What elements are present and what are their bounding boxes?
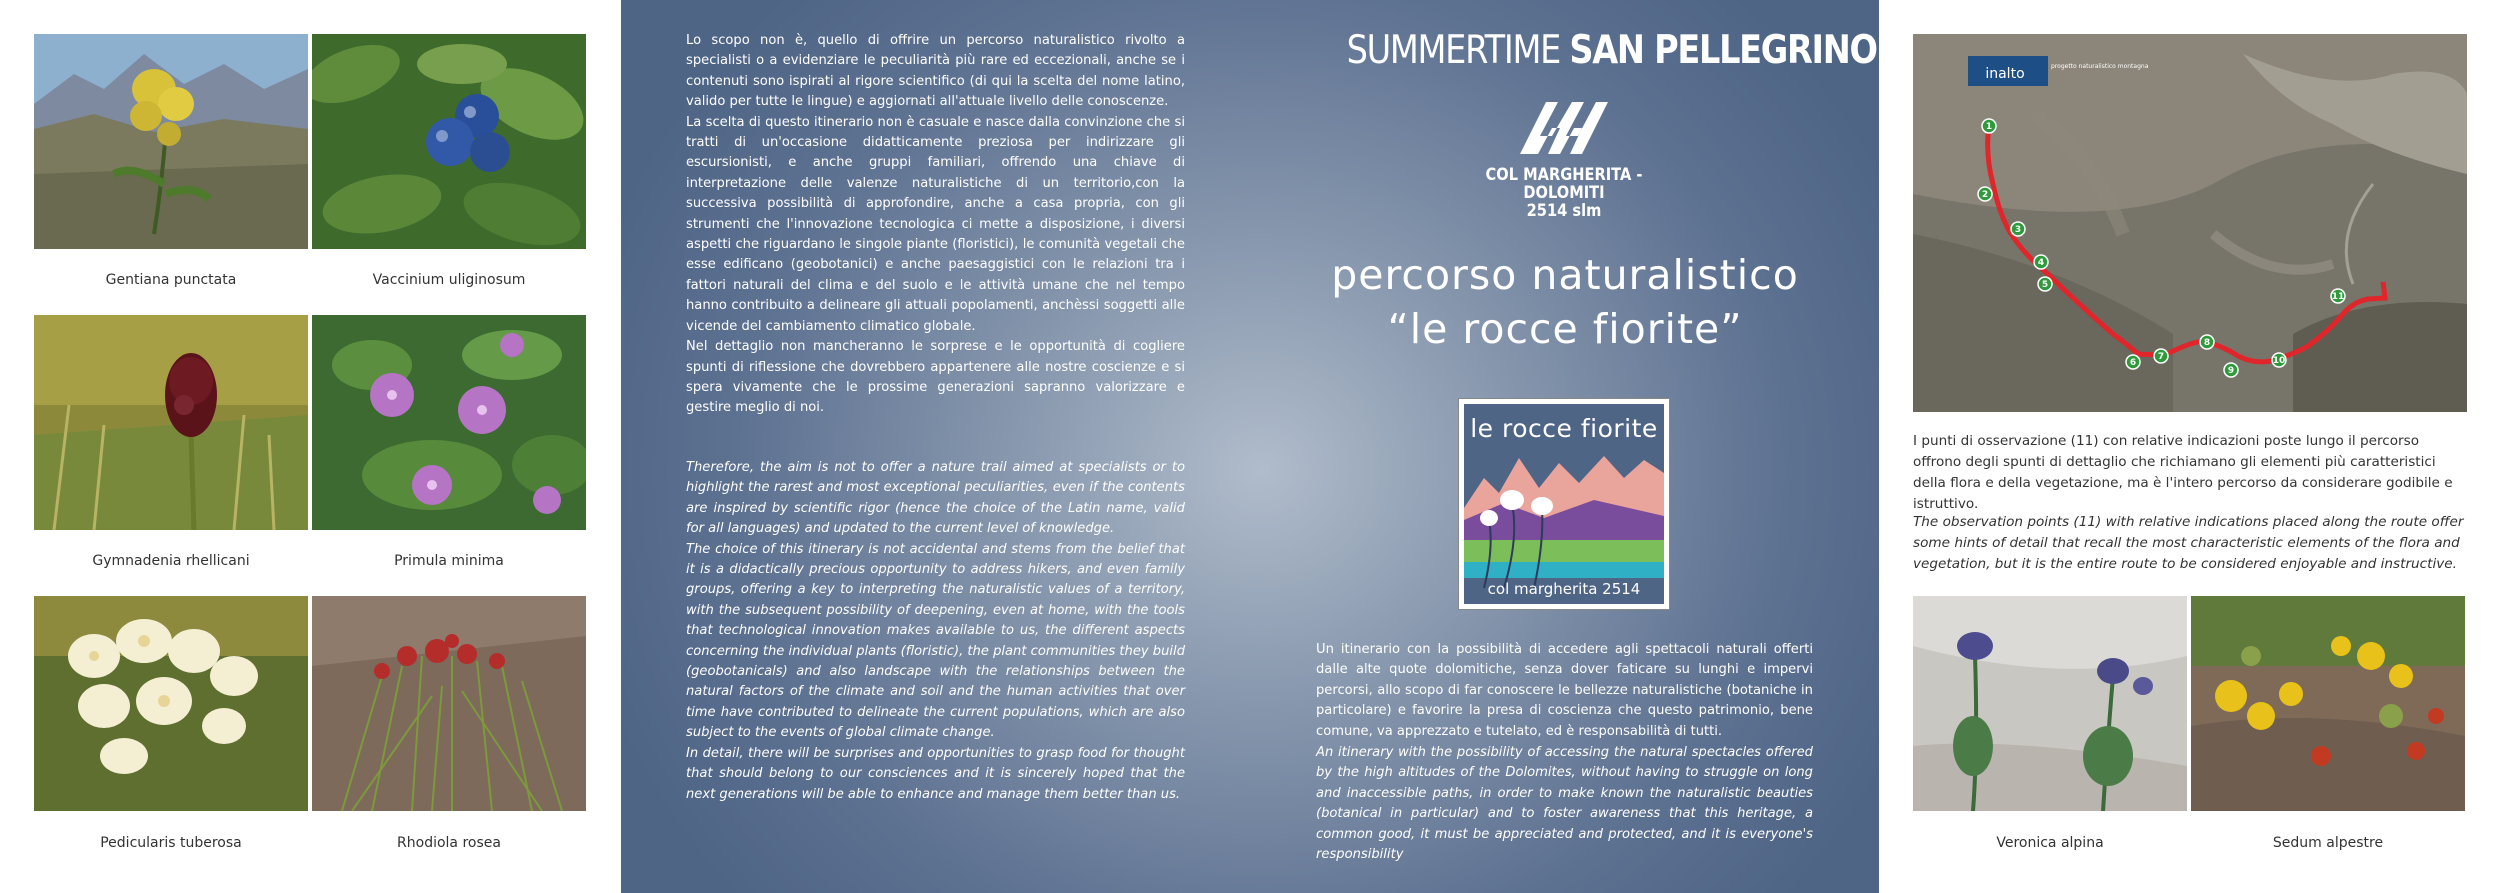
- map-point-3: [2011, 222, 2025, 236]
- svg-text:2: 2: [1981, 190, 1989, 200]
- photo-gentiana-punctata: [34, 34, 308, 249]
- svg-text:6: 6: [2129, 358, 2137, 368]
- photo-primula-minima: [312, 315, 586, 530]
- intro-text-italian: [686, 31, 1185, 419]
- photo-veronica-alpina: [1913, 596, 2187, 811]
- cover-text-italian: Un itinerario con la possibilità di accedere agli spettacoli naturali offerti dalle alte quote dolomitiche, senza dover faticare su lunghi e impervi percorsi, allo scopo di far conoscere le bellezze naturalistiche (botaniche in particolare) e favorire la presa di coscienza che questo patrimonio, bene comune, va apprezzato e tutelato, ed è responsabilità di tutti.: [1316, 642, 1813, 739]
- map-point-10: [2272, 353, 2286, 367]
- trail-title: [1300, 248, 1830, 356]
- trail-title-line-1: percorso naturalistico: [1331, 251, 1799, 299]
- intro-english-paragraph-3: In detail, there will be surprises and opportunities to grasp food for thought that should belong to our consciences and it is sincerely hoped that the next generations will be able to enhance and manage them better than us.: [686, 745, 1185, 802]
- badge-title: le rocce fiorite: [1470, 414, 1658, 443]
- photo-gymnadenia-rhellicani: [34, 315, 308, 530]
- map-point-8: [2200, 335, 2214, 349]
- intro-text-english: [686, 458, 1185, 805]
- col-margherita-logo-icon: [1516, 96, 1612, 156]
- map-point-11: [2331, 289, 2345, 303]
- logo-subtitle-line-1: COL MARGHERITA - DOLOMITI: [1485, 165, 1643, 203]
- intro-english-paragraph-1: Therefore, the aim is not to offer a nature trail aimed at specialists or to highlight the rarest and most exceptional peculiarities, even if the contents are inspired by scientific rigor (hence the choice of the Latin name, valid for all languages) and updated to the current level of knowledge.: [686, 460, 1185, 537]
- photo-pedicularis-tuberosa: [34, 596, 308, 811]
- badge-artwork: [1464, 404, 1664, 604]
- map-point-7: [2154, 349, 2168, 363]
- intro-italian-paragraph-1: Lo scopo non è, quello di offrire un percorso naturalistico rivolto a specialisti o a evidenziare le peculiarità più rare ed eccezionali, anche se i contenuti sono ispirati al rigore scientifico (di qui la scelta del nome latino, valido per tutte le lingue) e aggiornati all'attuale livello delle conoscenze.: [686, 33, 1185, 110]
- svg-text:3: 3: [2014, 225, 2022, 235]
- caption-vaccinium-uliginosum: Vaccinium uliginosum: [372, 272, 526, 288]
- map-point-6: [2126, 355, 2140, 369]
- trail-title-line-2: “le rocce fiorite”: [1387, 305, 1743, 353]
- photo-sedum-alpestre: [2191, 596, 2465, 811]
- map-logo: inalto: [1985, 66, 2025, 82]
- intro-italian-paragraph-2: La scelta di questo itinerario non è casuale e nasce dalla convinzione che si tratti di un'occasione didatticamente preziosa per indirizzare gli escursionisti, e anche gruppi familiari, offrendo una chiave di interpretazione delle valenze naturalistiche di un territorio,con la successiva possibilità di approfondire, anche a casa propria, con gli strumenti che l'innovazione tecnologica ci mette a disposizione, i diversi aspetti che riguardano le singole piante (floristici), le comunità vegetali che esse edificano (geobotanici) e anche paesaggistici con le relazioni tra i fattori naturali del clima e del suolo e le attività umane che nel tempo hanno contribuito a delineare gli attuali popolamenti, anchèssi soggetti alle vicende del cambiamento climatico globale.: [686, 114, 1185, 334]
- badge-landscape-illustration: [1464, 448, 1664, 588]
- caption-sedum-alpestre: Sedum alpestre: [2272, 835, 2384, 851]
- map-point-1: [1982, 119, 1996, 133]
- caption-primula-minima: Primula minima: [394, 553, 504, 569]
- svg-text:1: 1: [1985, 122, 1993, 132]
- badge-footer: col margherita 2514: [1487, 580, 1641, 598]
- map-logo-subtitle: progetto naturalistico montagna: [2051, 63, 2149, 70]
- map-point-5: [2038, 277, 2052, 291]
- map-point-4: [2034, 255, 2048, 269]
- svg-text:11: 11: [2331, 292, 2345, 302]
- cover-title: [1346, 28, 1877, 73]
- svg-text:10: 10: [2272, 356, 2286, 366]
- map-point-2: [1978, 187, 1992, 201]
- svg-text:4: 4: [2037, 258, 2045, 268]
- svg-text:8: 8: [2203, 338, 2211, 348]
- caption-pedicularis-tuberosa: Pedicularis tuberosa: [100, 835, 242, 851]
- photo-vaccinium-uliginosum: [312, 34, 586, 249]
- logo-subtitle-line-2: 2514 slm: [1526, 201, 1602, 221]
- map-point-9: [2224, 363, 2238, 377]
- caption-rhodiola-rosea: Rhodiola rosea: [397, 835, 501, 851]
- caption-gymnadenia-rhellicani: Gymnadenia rhellicani: [92, 553, 250, 569]
- observation-points-text-italian: I punti di osservazione (11) con relative indicazioni poste lungo il percorso offrono degli spunti di dettaglio che richiamano gli elementi più caratteristici della flora e della vegetazione, ma è l'intero percorso da considerare godibile e istruttivo.: [1913, 433, 2453, 512]
- rocce-fiorite-badge: [1458, 398, 1670, 610]
- observation-points-text-english: The observation points (11) with relative indications placed along the route offer some hints of detail that recall the most characteristic elements of the flora and vegetation, but it is the entire route to be considered enjoyable and instructive.: [1913, 514, 2464, 572]
- cover-title-bold: SAN PELLEGRINO: [1569, 28, 1877, 73]
- svg-text:9: 9: [2227, 366, 2235, 376]
- svg-text:7: 7: [2157, 352, 2165, 362]
- trail-map: [1913, 34, 2467, 412]
- caption-gentiana-punctata: Gentiana punctata: [105, 272, 237, 288]
- photo-rhodiola-rosea: [312, 596, 586, 811]
- cover-text-english: An itinerary with the possibility of accessing the natural spectacles offered by the high altitudes of the Dolomites, without having to struggle on long and inaccessible paths, in order to make known the naturalistic beauties (botanical in particular) and to foster awareness that this heritage, a common good, it must be appreciated and protected, and it is everyone's responsibility: [1316, 745, 1813, 863]
- caption-veronica-alpina: Veronica alpina: [1996, 835, 2104, 851]
- svg-text:5: 5: [2041, 280, 2049, 290]
- flower-photo-panel: [0, 0, 621, 893]
- logo-subtitle: [1466, 166, 1662, 220]
- intro-english-paragraph-2: The choice of this itinerary is not accidental and stems from the belief that it is a didactically precious opportunity to address hikers, and even family groups, offering a key to interpreting the naturalistic values of a territory, with the subsequent possibility of deepening, even at home, with the tools that technological innovation makes available to us, the different aspects concerning the individual plants (floristic), the plant communities they build (geobotanicals) and also landscape with the relationships between the natural factors of the climate and soil and the human activities that over time have contributed to delineate the current populations, which are also subject to the events of global climate change.: [686, 541, 1186, 741]
- cover-title-light: SUMMERTIME: [1346, 28, 1561, 73]
- intro-italian-paragraph-3: Nel dettaglio non mancheranno le sorprese e le opportunità di cogliere spunti di riflessione che dovrebbero appartenere alle nostre coscienze e si spera vivamente che le prossime generazioni sapranno valorizzare e gestire meglio di noi.: [686, 339, 1185, 416]
